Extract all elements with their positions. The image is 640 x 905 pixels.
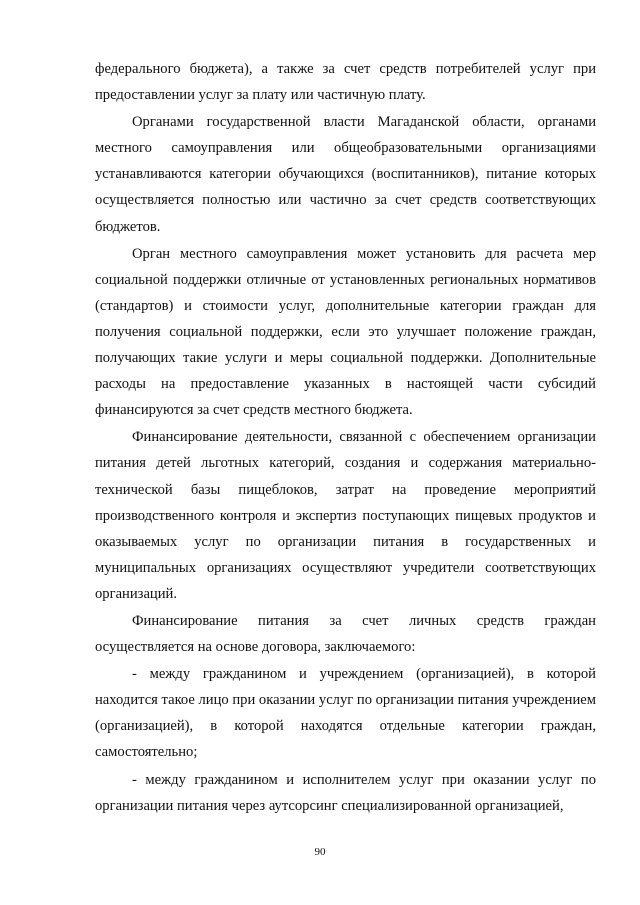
paragraph-local-government: Орган местного самоуправления может установить для расчета мер социальной поддержки отличные от установленных региональных нормативов (стандартов) и стоимости услуг, дополнительные категории граждан для получения социальной поддержки, если это улучшает положение граждан, получающих такие услуги и меры социальной поддержки. Дополнительные расходы на предоставление указанных в настоящей части субсидий финансируются за счет средств местного бюджета. [95,245,596,419]
paragraph-continuation: федерального бюджета), а также за счет средств потребителей услуг при предоставлении услуг за плату или частичную плату. [95,61,596,104]
document-page [95,56,596,820]
list-item-institution: - между гражданином и учреждением (организацией), в которой находится такое лицо при оказании услуг по организации питания учреждением (организацией), в которой находятся отдельные категории граждан, самостоятельно; [95,666,596,761]
paragraph-financing-activity: Финансирование деятельности, связанной с обеспечением организации питания детей льготных категорий, создания и содержания материально-технической базы пищеблоков, затрат на проведение мероприятий производственного контроля и экспертиз поступающих пищевых продуктов и оказываемых услуг по организации питания в государственных и муниципальных организациях осуществляют учредители соответствующих организаций. [95,429,596,602]
paragraph-personal-funds: Финансирование питания за счет личных средств граждан осуществляется на основе договора, заключаемого: [95,612,596,656]
paragraph-regional-authorities: Органами государственной власти Магаданской области, органами местного самоуправления или общеобразовательными организациями устанавливаются категории обучающихся (воспитанников), питание которых осуществляется полностью или частично за счет средств соответствующих бюджетов. [95,114,596,235]
list-item-contractor: - между гражданином и исполнителем услуг при оказании услуг по организации питания через аутсорсинг специализированной организацией, [95,771,596,814]
page-number: 90 [314,846,326,858]
